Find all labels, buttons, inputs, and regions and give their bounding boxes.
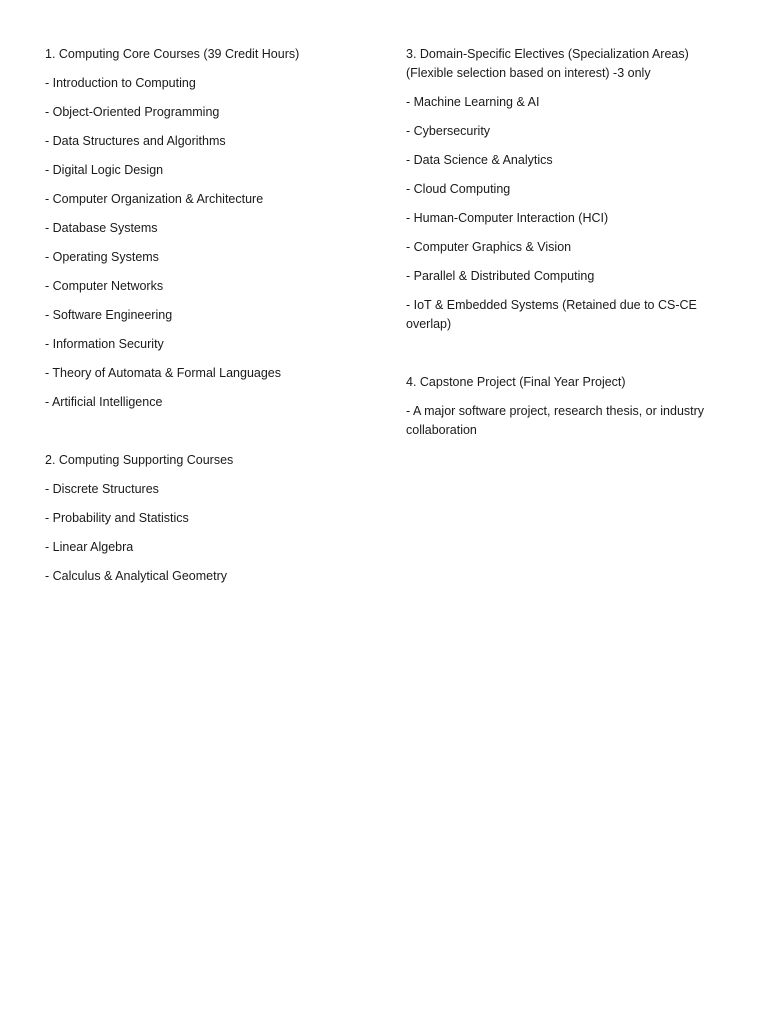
- list-item: - Operating Systems: [45, 250, 159, 264]
- list-item: - Probability and Statistics: [45, 511, 189, 525]
- left-column: [45, 45, 365, 596]
- section-heading: 2. Computing Supporting Courses: [45, 453, 234, 467]
- list-item: - Digital Logic Design: [45, 163, 164, 177]
- list-item: - Linear Algebra: [45, 540, 134, 554]
- section-computing-supporting: [45, 451, 365, 586]
- section-capstone-project: [406, 373, 726, 440]
- list-item: - Cloud Computing: [406, 182, 511, 196]
- list-item: - Theory of Automata & Formal Languages: [45, 366, 282, 380]
- list-item: - Data Structures and Algorithms: [45, 134, 226, 148]
- section-heading: 3. Domain-Specific Electives (Specialization Areas) (Flexible selection based on interest) -3 only: [406, 47, 689, 80]
- list-item: - Computer Organization & Architecture: [45, 192, 264, 206]
- list-item: - Human-Computer Interaction (HCI): [406, 211, 609, 225]
- list-item: - Database Systems: [45, 221, 158, 235]
- section-spacer: [406, 344, 726, 373]
- list-item: - Artificial Intelligence: [45, 395, 163, 409]
- list-item: - Introduction to Computing: [45, 76, 196, 90]
- list-item: - Cybersecurity: [406, 124, 491, 138]
- right-column: [406, 45, 726, 450]
- list-item: - Software Engineering: [45, 308, 173, 322]
- list-item: - Information Security: [45, 337, 164, 351]
- list-item: - Computer Networks: [45, 279, 164, 293]
- list-item: - Data Science & Analytics: [406, 153, 553, 167]
- list-item: - Machine Learning & AI: [406, 95, 540, 109]
- list-item: - Object-Oriented Programming: [45, 105, 220, 119]
- list-item: - Calculus & Analytical Geometry: [45, 569, 228, 583]
- list-item: - Computer Graphics & Vision: [406, 240, 572, 254]
- section-heading: 1. Computing Core Courses (39 Credit Hours): [45, 47, 300, 61]
- section-computing-core: [45, 45, 365, 412]
- section-spacer: [45, 422, 365, 451]
- list-item: - Discrete Structures: [45, 482, 159, 496]
- section-domain-electives: [406, 45, 726, 334]
- section-heading: 4. Capstone Project (Final Year Project): [406, 375, 626, 389]
- list-item: - IoT & Embedded Systems (Retained due to CS-CE overlap): [406, 298, 697, 331]
- list-item: - Parallel & Distributed Computing: [406, 269, 595, 283]
- list-item: - A major software project, research thesis, or industry collaboration: [406, 404, 705, 437]
